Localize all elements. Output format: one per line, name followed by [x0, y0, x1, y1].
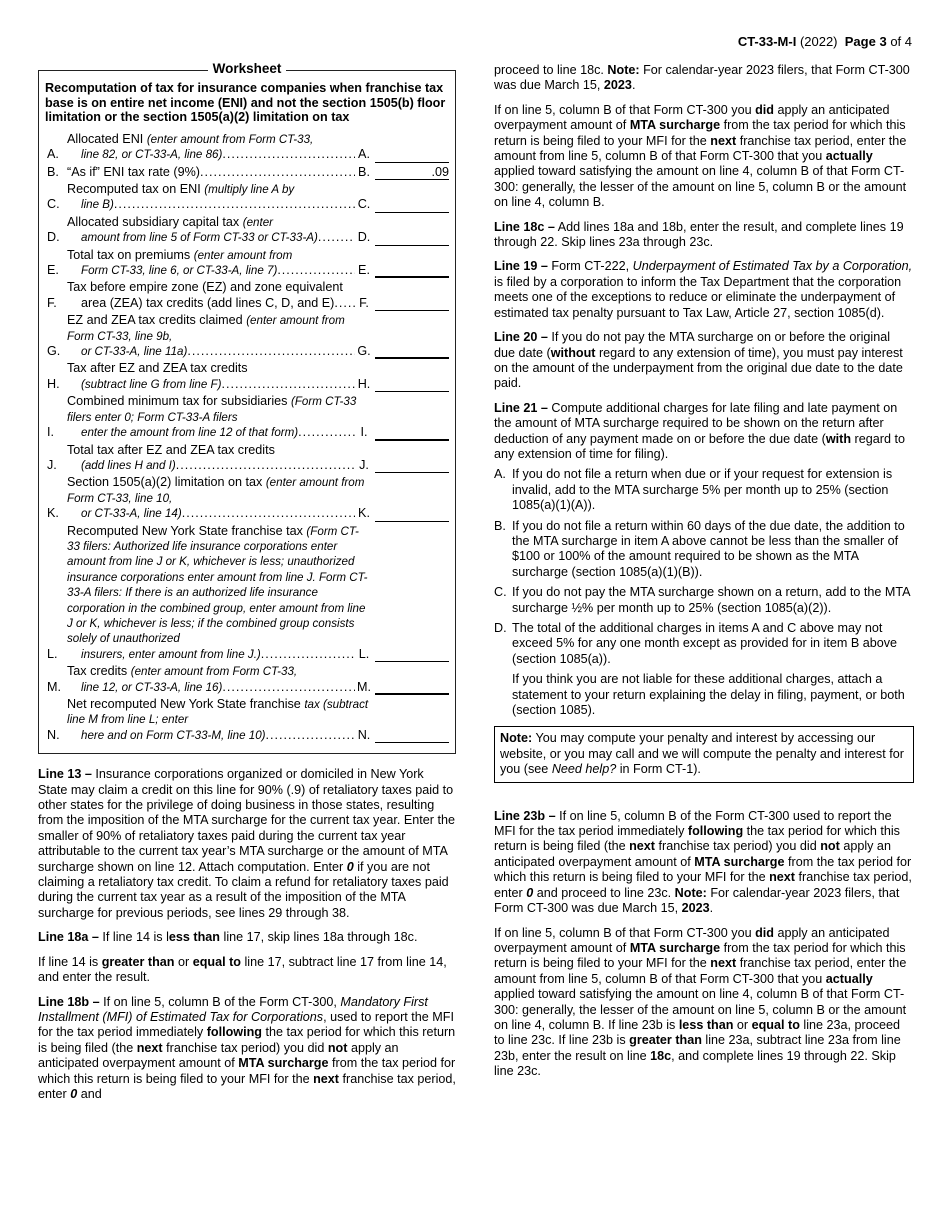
b: actually: [825, 971, 873, 986]
line-note: (Form CT-33 filers: Authorized life insurance corporations enter amount from line J or K, whichever is less; unauthorized insurance corporations enter amount from line J. Form CT-33-A filers: If there is an authorized life insurance corporation in the combined group, enter amount from line J or K, whichever is less; if the combined group consists solely of unauthorized: [67, 524, 368, 646]
line13-label: Line 13 –: [38, 767, 92, 782]
b: without: [550, 345, 596, 360]
line21-item: [494, 519, 914, 581]
t: If on line 5, column B of that Form CT-300 you: [494, 102, 752, 117]
t: apply an anticipated overpayment amount of: [494, 839, 891, 869]
line13-paragraph: [38, 767, 456, 921]
b: actually: [825, 149, 873, 164]
item-text: If you do not pay the MTA surcharge shown on a return, add to the MTA surcharge ½% per month up to 25% (section 1085(a)(2)).: [512, 585, 910, 615]
amount-field[interactable]: [375, 297, 449, 311]
line-text: [67, 664, 371, 695]
b: greater than: [629, 1033, 702, 1048]
amount-field[interactable]: [375, 508, 449, 522]
t: franchise tax period) you did: [658, 839, 817, 854]
line-letter: I.: [47, 425, 54, 440]
line13-body: Insurance corporations organized or domiciled in New York State may claim a credit on this line for 90% (.9) of retaliatory taxes paid to other states for the privilege of doing business in those states, resulting from the imposition of the MTA surcharge for the current tax year. Enter the smaller of 90% of retaliatory taxes paid during the current tax year attributable to the current tax year’s MTA surcharge or the amount of MTA surcharge shown on line 12. Attach computation. Enter: [38, 767, 455, 874]
line-letter: G.: [47, 344, 61, 359]
page-label: Page: [844, 34, 876, 49]
box-letter: C.: [357, 197, 371, 212]
b: with: [825, 431, 852, 446]
line18c-paragraph: [494, 220, 914, 251]
worksheet-lines: [45, 132, 449, 743]
line-note: (enter amount from Form CT-33, line 10,: [67, 476, 365, 505]
line-last-text: [81, 263, 277, 278]
line-body: [67, 215, 449, 246]
line-last-text: [81, 377, 221, 392]
t: the tax period for which this return is being filed (the: [494, 824, 900, 854]
line-text: [67, 165, 371, 180]
worksheet-line: [45, 313, 449, 359]
line-last-row: [67, 263, 371, 278]
worksheet-line: [45, 248, 449, 279]
line-text: [67, 361, 371, 392]
b: Note:: [674, 885, 707, 900]
amount-field[interactable]: [375, 680, 449, 695]
t: line 17, skip lines 18a through 18c.: [223, 930, 418, 945]
b: next: [629, 839, 656, 854]
t: If you do not pay the MTA surcharge on or before the original due date (: [494, 330, 891, 360]
line-body: [67, 443, 449, 474]
line-text: [67, 182, 371, 213]
line21-item: [494, 621, 914, 667]
worksheet-box: [38, 61, 456, 754]
line-label: EZ and ZEA tax credits claimed: [67, 313, 243, 328]
t: If line 14 is l: [102, 930, 169, 945]
line-body: [67, 361, 449, 392]
leader-dots: [222, 680, 355, 695]
line-text: [67, 524, 371, 663]
line19-label: Line 19 –: [494, 259, 548, 274]
line23b-paragraph: [494, 809, 914, 917]
line-letter: H.: [47, 376, 60, 391]
leader-dots: [318, 230, 355, 245]
line-last-row: [67, 425, 371, 440]
line-last-row: [67, 506, 371, 521]
line21-item: [494, 585, 914, 616]
box-letter: H.: [357, 376, 371, 391]
line-last-text: [81, 344, 187, 359]
t: in Form CT-1).: [619, 762, 701, 777]
line21-paragraph: [494, 401, 914, 463]
t: Add lines 18a and 18b, enter the result, and complete lines 19 through 22. Skip lines 23a through 23c.: [494, 219, 904, 250]
line-note: (multiply line A by: [204, 183, 295, 196]
amount-field[interactable]: [375, 648, 449, 662]
line21-after: If you think you are not liable for these additional charges, attach a statement to your return explaining the delay in filing, payment, or both (section 1085).: [512, 672, 905, 718]
t: from the tax period for which this return is being filed to your MFI for the: [38, 1056, 456, 1086]
worksheet-title: Worksheet: [208, 61, 287, 76]
line-last-row: [67, 458, 371, 473]
line-letter: L.: [47, 646, 58, 661]
leader-dots: [277, 263, 355, 278]
t: applied toward satisfying the amount on line 4, column B of that Form CT-300: generally, the lesser of the amount on line 5, column B or the amount on line 4, column B.: [494, 164, 907, 210]
t: line 23a, subtract line 23a from line 23b, enter the result on line: [494, 1033, 901, 1063]
amount-field[interactable]: [375, 149, 449, 163]
line18a-paragraph: [38, 930, 456, 945]
box-letter: N.: [357, 727, 371, 742]
line-last: amount from line 5 of Form CT-33 or CT-33-A): [81, 231, 318, 245]
t: Compute additional charges for late filing and late payment on the amount of MTA surcharge required to be shown on the return after deduction of any payment made on or before the due date (: [494, 400, 898, 446]
leader-dots: [182, 506, 355, 521]
line18b-continued: [494, 63, 914, 94]
t: .: [709, 901, 714, 916]
line-body: [67, 664, 449, 695]
line-text: [67, 132, 371, 163]
box-letter: L.: [358, 646, 370, 661]
b: did: [755, 925, 774, 940]
box-letter: J.: [359, 457, 369, 472]
line-last: “As if” ENI tax rate (9%): [67, 164, 200, 179]
line-label: Recomputed tax on ENI: [67, 182, 201, 196]
b: equal to: [751, 1017, 800, 1032]
t: , used to report the MFI for the tax period immediately: [38, 1009, 454, 1040]
line-note: tax (subtract line M from line L; enter: [67, 698, 369, 727]
t: franchise tax period, enter the amount from line 5, column B of that Form CT-300 that you: [494, 956, 907, 986]
line-label: Tax before empire zone (EZ) and zone equivalent: [67, 280, 343, 295]
line-body: [67, 394, 449, 440]
amount-field[interactable]: [375, 263, 449, 278]
line-last: Form CT-33, line 6, or CT-33-A, line 7): [81, 264, 278, 278]
line-last: insurers, enter amount from line J.): [81, 647, 261, 661]
line18b-label: Line 18b –: [38, 994, 100, 1009]
line-letter: A.: [47, 147, 59, 162]
leader-dots: [187, 344, 355, 359]
line-letter: B.: [47, 164, 59, 179]
t: is filed by a corporation to inform the Tax Department that the corporation meets one of the exceptions to reduce or eliminate the underpayment of estimated tax penalty pursuant to Tax Law, Article 27, section 1085(d).: [494, 274, 902, 320]
line-text: [67, 697, 371, 743]
b: MTA surcharge: [629, 940, 721, 955]
b: following: [687, 824, 744, 839]
b: 2023: [681, 901, 710, 916]
i: Mandatory First Installment (MFI) of Estimated Tax for Corporations: [38, 994, 428, 1024]
line-last-text: [81, 680, 222, 695]
worksheet-line: [45, 132, 449, 163]
line-last: line 82, or CT-33-A, line 86): [81, 148, 223, 162]
b: MTA surcharge: [629, 118, 721, 133]
line-text: [67, 443, 371, 474]
b: equal to: [192, 954, 241, 969]
worksheet-heading: Recomputation of tax for insurance companies when franchise tax base is on entire net income (ENI) and not the section 1505(b) floor limitation or the section 1505(a)(2) limitation on tax: [45, 81, 446, 125]
page-header: [738, 34, 912, 49]
line-body: [67, 697, 449, 743]
line-last-row: [67, 296, 371, 311]
line-label: Allocated subsidiary capital tax: [67, 214, 240, 229]
t: franchise tax period) you did: [166, 1040, 325, 1055]
box-letter: F.: [359, 295, 369, 310]
box-letter: G.: [357, 344, 371, 359]
line-label: Total tax after EZ and ZEA tax credits: [67, 442, 275, 457]
t: franchise tax period, enter: [38, 1071, 456, 1101]
line-text: [67, 215, 371, 246]
line18c-label: Line 18c –: [494, 219, 555, 234]
line-last-text: [81, 506, 182, 521]
leader-dots: [222, 147, 355, 162]
line-body: [67, 132, 449, 163]
line-body: [67, 248, 449, 279]
item-key: B.: [494, 518, 506, 533]
worksheet-line: [45, 165, 449, 180]
b: greater than: [101, 954, 175, 969]
b: following: [206, 1025, 262, 1040]
form-year: (2022): [799, 34, 838, 49]
line-note: (enter amount from Form CT-33, line 9b,: [67, 314, 345, 343]
line-body: [67, 313, 449, 359]
t: apply an anticipated overpayment amount of: [494, 925, 890, 955]
line19-paragraph: [494, 259, 914, 321]
item-text: The total of the additional charges in items A and C above may not exceed 5% for any one month except as provided for in item B above (section 1085(a)).: [512, 621, 898, 666]
line-last-text: [81, 230, 318, 245]
note-box: [494, 726, 914, 782]
t: from the tax period for which this return is being filed to your MFI for the: [494, 854, 912, 885]
right-column: [494, 63, 914, 1089]
worksheet-line: [45, 524, 449, 663]
item-key: D.: [494, 621, 507, 635]
box-letter: K.: [358, 506, 370, 521]
t: If on line 5, column B of the Form CT-300 used to report the MFI for the tax period immediately: [494, 808, 892, 839]
zero: 0: [526, 885, 534, 900]
line-last: (add lines H and I): [81, 458, 176, 472]
item-text: If you do not file a return within 60 days of the due date, the addition to the MTA surcharge in item A above cannot be less than the smaller of $100 or 100% of the amount required to be shown as the MTA surcharge (section 1085(a)(1)(B)).: [512, 518, 905, 579]
form-id: CT-33-M-I: [737, 34, 797, 49]
t: franchise tax period, enter: [494, 870, 912, 900]
line-letter: K.: [47, 506, 59, 521]
line-text: [67, 248, 371, 279]
leader-dots: [261, 647, 355, 662]
amount-field[interactable]: [375, 378, 449, 392]
t: regard to any extension of time for filing).: [494, 431, 905, 461]
line21-label: Line 21 –: [494, 400, 548, 415]
i: Underpayment of Estimated Tax by a Corporation,: [632, 259, 913, 274]
worksheet-line: [45, 280, 449, 311]
line18a-paragraph-2: [38, 955, 456, 986]
line13-zero: 0: [346, 859, 354, 874]
box-letter: M.: [357, 679, 371, 694]
t: If on line 5, column B of the Form CT-300,: [103, 994, 337, 1009]
worksheet-line: [45, 443, 449, 474]
left-column: [38, 63, 456, 1111]
leader-dots: [221, 377, 355, 392]
t: If line 14 is: [38, 954, 99, 969]
leader-dots: [298, 425, 355, 440]
line21-item: [494, 467, 914, 513]
line-note: (enter amount from Form CT-33,: [130, 665, 298, 679]
page-number: 3: [879, 34, 887, 49]
leader-dots: [114, 197, 355, 212]
line-label: Section 1505(a)(2) limitation on tax: [67, 475, 263, 490]
b: MTA surcharge: [694, 854, 785, 869]
t: line 23a, proceed to line 23c. If line 23b is: [494, 1017, 901, 1048]
line-last: area (ZEA) tax credits (add lines C, D, and E): [81, 295, 335, 310]
line-letter: D.: [47, 230, 60, 245]
line-text: [67, 313, 371, 359]
line20-paragraph: [494, 330, 914, 392]
t: regard to any extension of time), you must pay interest on the amount of the underpayment from the original due date to the date paid.: [494, 345, 903, 391]
zero: 0: [70, 1086, 78, 1101]
line-last-row: [67, 344, 371, 359]
line-label: Net recomputed New York State franchise: [67, 697, 301, 711]
line-last: or CT-33-A, line 11a): [81, 345, 188, 359]
line-note: (enter amount from: [193, 248, 293, 262]
line-body: [67, 280, 449, 311]
worksheet-line: [45, 475, 449, 521]
b: MTA surcharge: [238, 1056, 329, 1071]
line-letter: N.: [47, 727, 60, 742]
line-note: (enter amount from Form CT-33,: [146, 132, 314, 146]
line-letter: F.: [47, 295, 57, 310]
line-text: [67, 280, 371, 311]
line-note: (enter: [242, 215, 274, 229]
t: and proceed to line 23c.: [536, 885, 672, 900]
line-last-row: [67, 165, 371, 180]
line-note: (Form CT-33 filers enter 0; Form CT-33-A filers: [67, 395, 357, 424]
line-body: [67, 182, 449, 213]
b: next: [136, 1040, 163, 1055]
worksheet-line: [45, 182, 449, 213]
line-letter: E.: [47, 263, 59, 278]
line-letter: J.: [47, 457, 57, 472]
box-letter: B.: [358, 164, 370, 179]
amount-field[interactable]: .09: [375, 166, 449, 180]
t: from the tax period for which this return is being filed to your MFI for the: [494, 118, 906, 148]
t: the tax period for which this return is being filed (the: [38, 1025, 456, 1055]
item-key: A.: [494, 467, 506, 482]
leader-dots: [334, 296, 355, 311]
line-text: [67, 394, 371, 440]
amount-field[interactable]: [375, 426, 449, 441]
line-label: Allocated ENI: [67, 131, 144, 146]
line-letter: C.: [47, 197, 60, 212]
line18b-paragraph: [38, 995, 456, 1103]
t: .: [631, 78, 636, 93]
b: did: [755, 102, 774, 117]
worksheet-line: [45, 664, 449, 695]
line-last-text: [81, 147, 222, 162]
box-letter: A.: [358, 147, 370, 162]
t: , and complete lines 19 through 22. Skip line 23c.: [494, 1048, 896, 1079]
line-body: [67, 165, 449, 180]
box-letter: I.: [360, 425, 368, 440]
line23b-paragraph-2: [494, 926, 914, 1080]
amount-field[interactable]: [375, 232, 449, 246]
t: franchise tax period, enter the amount from line 5, column B of that Form CT-300 that you: [494, 133, 907, 164]
line23b-label: Line 23b –: [494, 808, 556, 823]
line-body: [67, 524, 449, 663]
line-last-text: [81, 458, 176, 473]
t: For calendar-year 2023 filers, that Form CT-300 was due March 15,: [494, 63, 910, 93]
t: or: [736, 1017, 749, 1032]
line-last-row: [67, 377, 371, 392]
line-label: Total tax on premiums: [67, 247, 191, 262]
line-last-row: [67, 147, 371, 162]
line-last: or CT-33-A, line 14): [81, 507, 182, 521]
worksheet-line: [45, 697, 449, 743]
note-label: Note:: [500, 731, 533, 746]
worksheet-line: [45, 361, 449, 392]
b: 18c: [650, 1048, 672, 1063]
line21-list: [494, 467, 914, 667]
t: Form CT-222,: [551, 259, 630, 274]
worksheet-line: [45, 215, 449, 246]
worksheet-line: [45, 394, 449, 440]
t: or: [178, 954, 190, 969]
line-letter: M.: [47, 679, 61, 694]
line13-body2: if you are not claiming a retaliatory tax credit. To claim a refund for retaliatory taxes paid during the current tax year as a result of the imposition of the MTA surcharge for previous periods, see lines 29 through 38.: [38, 859, 449, 920]
line-label: Tax after EZ and ZEA tax credits: [67, 361, 248, 376]
line-last-text: [67, 165, 200, 180]
t: apply an anticipated overpayment amount of: [38, 1040, 399, 1071]
b: less than: [678, 1017, 734, 1032]
line-last: (subtract line G from line F): [81, 377, 222, 391]
leader-dots: [176, 458, 355, 473]
t: from the tax period for which this return is being filed to your MFI for the: [494, 940, 906, 971]
line-text: [67, 475, 371, 521]
item-key: C.: [494, 585, 507, 600]
line-last-row: [67, 728, 371, 743]
line-last-row: [67, 230, 371, 245]
page-of: of 4: [890, 34, 912, 49]
line-last-text: [81, 296, 334, 311]
t: apply an anticipated overpayment amount of: [494, 102, 890, 133]
item-text: If you do not file a return when due or if your request for extension is invalid, add to the MTA surcharge 5% per month up to 25% (section 1085(a)(1)(A)).: [512, 467, 893, 513]
line-last-text: [81, 425, 298, 440]
line-last: line B): [81, 198, 114, 212]
b: next: [313, 1071, 339, 1086]
line-body: [67, 475, 449, 521]
t: If on line 5, column B of that Form CT-300 you: [494, 925, 752, 940]
leader-dots: [266, 728, 355, 743]
b: 2023: [603, 78, 632, 93]
b: next: [769, 870, 795, 885]
b: ess than: [168, 930, 221, 945]
line-last-row: [67, 197, 371, 212]
t: and: [80, 1086, 102, 1101]
box-letter: D.: [357, 230, 371, 245]
line-label: Recomputed New York State franchise tax: [67, 523, 303, 538]
line-last-text: [81, 647, 261, 662]
amount-field[interactable]: [375, 729, 449, 743]
b: next: [710, 956, 737, 971]
line-label: Combined minimum tax for subsidiaries: [67, 394, 288, 409]
amount-field[interactable]: [375, 199, 449, 213]
t: For calendar-year 2023 filers, that Form CT-300 was due March 15,: [494, 885, 900, 916]
b: not: [327, 1040, 348, 1055]
amount-field[interactable]: [375, 459, 449, 473]
t: proceed to line 18c.: [494, 63, 604, 77]
line-last-text: [81, 197, 114, 212]
amount-field[interactable]: [375, 344, 449, 359]
line-last-row: [67, 680, 371, 695]
line-last: line 12, or CT-33-A, line 16): [81, 680, 223, 694]
t: You may compute your penalty and interest by accessing our website, or you may call and we will compute the penalty and interest for you (see: [500, 731, 904, 777]
i: Need help?: [551, 762, 617, 777]
t: line 17, subtract line 17 from line 14, and enter the result.: [38, 954, 447, 985]
line20-label: Line 20 –: [494, 330, 548, 345]
line-last: here and on Form CT-33-M, line 10): [81, 728, 266, 742]
leader-dots: [200, 165, 355, 180]
b: Note:: [607, 63, 640, 77]
box-letter: E.: [358, 263, 370, 278]
line-last-row: [67, 647, 371, 662]
line-last: enter the amount from line 12 of that form): [81, 426, 299, 440]
line18b-did-paragraph: [494, 103, 914, 211]
line-label: Tax credits: [67, 664, 128, 679]
t: applied toward satisfying the amount on line 4, column B of that Form CT-300: generally, the lesser of the amount on line 5, column B or the amount on line 4, column B. If line 23b is: [494, 987, 907, 1032]
b: not: [820, 839, 840, 854]
line-last-text: [81, 728, 266, 743]
line18a-label: Line 18a –: [38, 930, 99, 945]
b: next: [710, 133, 737, 148]
